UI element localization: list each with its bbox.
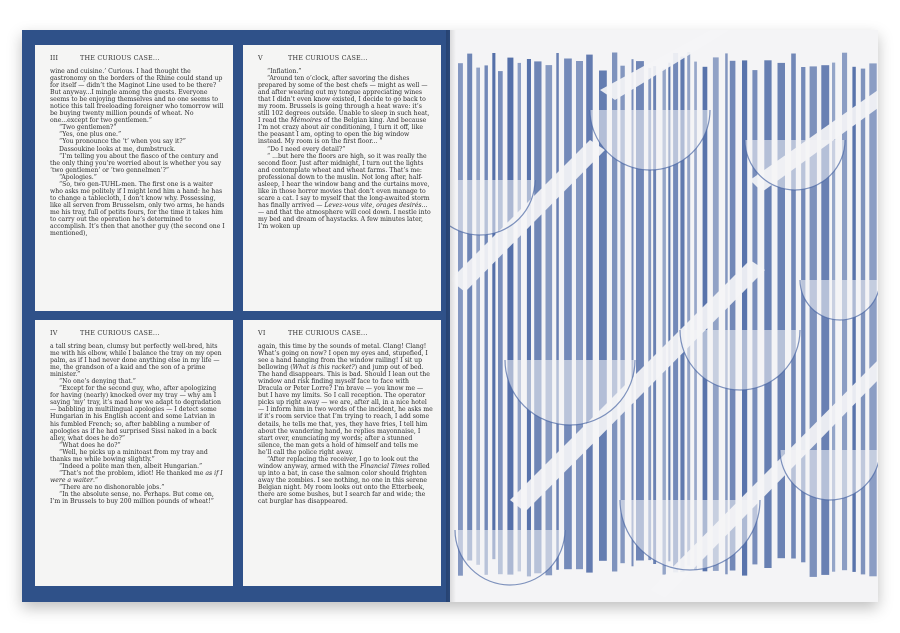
paragraph: “Apologies.” — [59, 173, 97, 181]
paragraph: “I’m telling you about the fiasco of the century and the only thing you’re worried about is whether you say ‘two gentlemen’ or ‘two gennelmen’?” — [50, 152, 222, 174]
running-head: THE CURIOUS CASE... — [80, 329, 160, 337]
text-panel-page-III — [35, 45, 233, 311]
paragraph: “You pronounce the ‘t’ when you say it?” — [59, 138, 186, 146]
abstract-stripe-pattern — [450, 30, 878, 602]
art-stripe — [778, 63, 786, 558]
paragraph: “Well, he picks up a minitoast from my tray and thanks me while bowing slightly.” — [50, 448, 208, 463]
paragraph: “Indeed a polite man then, albeit Hungarian.” — [59, 462, 203, 470]
art-stripe — [507, 58, 513, 575]
art-stripe — [564, 59, 572, 570]
art-stripe — [725, 53, 728, 574]
page-number: IV — [50, 329, 58, 337]
right-page-artwork — [450, 30, 878, 602]
running-head: THE CURIOUS CASE... — [288, 54, 368, 62]
page-body — [50, 343, 225, 505]
art-stripe — [869, 63, 876, 576]
page-number: V — [258, 54, 263, 62]
paragraph: “Except for the second guy, who, after apologizing for having (nearly) knocked over my tray — why am I saying ‘my’ tray, it’s mad how we adapt to degradation — babbling in multilingual apologies — I detect some Hungarian in his English accent and some Latvian in his fumbled French; so, after babbling a number of apologies as if he had surprised Sissi naked in a back alley, what does he do?” — [50, 385, 221, 442]
page-number: VI — [258, 329, 266, 337]
paragraph: wine and cuisine.’ Curious. I had thought the gastronomy on the borders of the Rhine could stand up for itself — didn’t the Maginot Line used to be there? But anyway...I mingle among the guests. Everyone seems to be enjoying themselves and no one seems to notice this tall freeloading foreigner who tomorrow will be buying twenty million pounds of wheat. No one...except for two gentlemen.” — [50, 68, 224, 125]
paragraph: “Yes, one plus one.” — [59, 131, 122, 139]
paragraph: “After replacing the receiver, I go to look out the window anyway, armed with the Financial Times rolled up into a bat, in case the salmon color should frighten away the zombies. I see nothing, no one in this serene Belgian night. My room looks out onto the Etterbeek, there are some bushes, but I search far and wide; the cat burglar has disappeared. — [258, 455, 430, 506]
art-stripe — [546, 65, 553, 575]
paragraph: “There are no dishonorable jobs.” — [59, 483, 165, 491]
art-stripe — [730, 61, 736, 571]
art-stripe — [852, 67, 855, 572]
paragraph: “So, two gen-TUHL-men. The first one is a waiter who asks me politely if I might lend him a hand: he has to change a tablecloth, I don’t know why. Possessing, like all serven from Brusselsm, only two arms, he hands me his tray, full of petits fours, for the time it takes him to carry out the operation he’s determined to accomplish. It’s then that another guy (the second one I mentioned), — [50, 180, 225, 238]
page-header — [50, 54, 225, 62]
art-stripe — [498, 71, 503, 574]
text-panel-page-VI — [243, 320, 441, 586]
paragraph: again, this time by the sounds of metal. Clang! Clang! What’s going on now? I open my eyes and, stupefied, I see a hand hanging from the window railing! I sit up bellowing (What is this racket?) and jump out of bed. The hand disappears. This is bad. Should I lean out the window and risk finding myself face to face with Dracula or Peter Lorre? I’m brave — you know me — but I have my limits. So I call reception. The operator picks up right away — we are, after all, in a nice hotel — I inform him in two words of the incident, he asks me if it’s room service that I’m trying to reach, I add some details, he tells me that, yes, they have fries, I tell him about the wandering hand, he replies mayonnaise, I start over, enunciating my words; after a stunned silence, the man gets a hold of himself and tells me he’ll call the police right away. — [258, 343, 433, 456]
text-panel-page-V — [243, 45, 441, 311]
running-head: THE CURIOUS CASE... — [288, 329, 368, 337]
art-stripe — [586, 55, 593, 573]
paragraph: “What does he do?” — [59, 441, 121, 449]
page-number: III — [50, 54, 59, 62]
art-stripe — [485, 65, 488, 574]
page-body — [50, 68, 225, 237]
art-stripe — [576, 61, 583, 569]
page-body — [258, 68, 433, 230]
page-header — [50, 329, 225, 337]
paragraph: “Do I need every detail?” — [267, 145, 346, 153]
paragraph: “No one’s denying that.” — [59, 378, 136, 386]
art-stripe — [458, 63, 463, 576]
paragraph: “ ...but here the floors are high, so it was really the second floor. Just after midnight, I turn out the lights and contemplate wheat and wheat farms. That’s me: professional down to the muslin. Not long after, half-asleep, I hear the window bang and the curtains move, like in those horror movies that don’t even manage to scare a cat. I say to myself that the long-awaited storm has finally arrived — Levez-vous vite, orages desirés... — and that the atmosphere will cool down. I nestle into my bed and dream of haystacks. A few minutes later, I’m woken up — [258, 152, 431, 231]
text-panel-page-IV — [35, 320, 233, 586]
paragraph: “Two gentlemen?” — [59, 124, 117, 132]
art-stripe — [556, 53, 559, 570]
spine-gutter — [446, 30, 456, 602]
art-stripe — [476, 68, 480, 565]
page-header — [258, 329, 433, 337]
paragraph: “That’s not the problem, idiot! He thanked me as if I were a waiter.” — [50, 469, 223, 484]
page-header — [258, 54, 433, 62]
art-stripe — [861, 69, 865, 575]
paragraph: Dassoukine looks at me, dumbstruck. — [59, 145, 176, 153]
paragraph: “In the absolute sense, no. Perhaps. But come on, I’m in Brussels to buy 200 million pounds of wheat!” — [50, 490, 214, 506]
running-head: THE CURIOUS CASE... — [80, 54, 160, 62]
paragraph: “Around ten o’clock, after savoring the dishes prepared by some of the best chefs — might as well — and after wearing out my tongue appreciating wines that I didn’t even know existed, I decide to go back to my room. Brussels is going through a heat wave: it’s still 102 degrees outside. Unable to sleep in such heat, I read the Mémoires of the Belgian king. And because I’m not crazy about air conditioning, I turn it off, like the peasant I am, opting to open the big window instead. My room is on the first floor... ” — [258, 75, 430, 146]
art-stripe — [467, 54, 472, 561]
art-stripe — [492, 53, 495, 559]
paragraph: “Inflation.” — [267, 68, 302, 75]
paragraph: a tall string bean, clumsy but perfectly well-bred, hits me with his elbow, while I balance the tray on my open palm, as if I had never done anything else in my life — me, the grandson of a kaid and the son of a prime minister.” — [50, 343, 222, 379]
page-body — [258, 343, 433, 505]
